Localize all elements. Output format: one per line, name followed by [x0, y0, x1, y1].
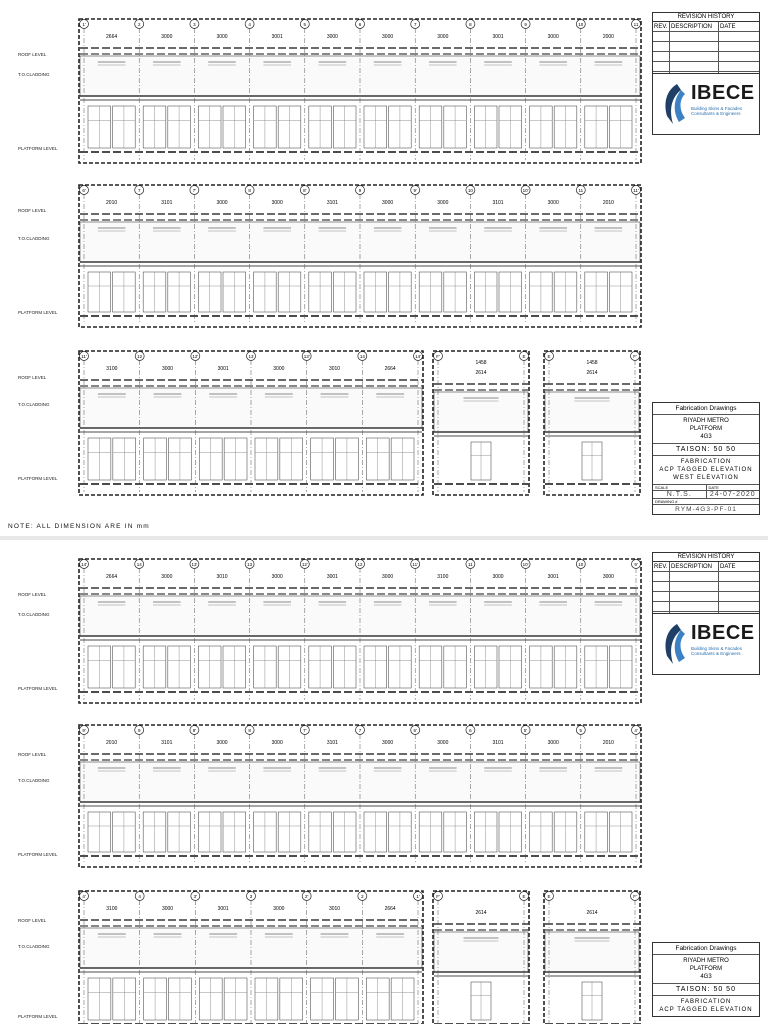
- grid-label: 2': [304, 894, 309, 899]
- grid-label: 13': [303, 354, 310, 359]
- grid-label: 8': [303, 188, 307, 193]
- logo-wordmark: IBECE: [691, 82, 755, 104]
- dimension-label: 3001: [271, 34, 283, 40]
- project-name: RIYADH METRO PLATFORM 4G3: [653, 415, 759, 444]
- grid-label: 9': [82, 728, 86, 733]
- grid-label: 1': [82, 22, 86, 27]
- grid-label: 11': [412, 562, 418, 567]
- dimension-label: 3101: [161, 200, 173, 206]
- description-col: DESCRIPTION: [670, 562, 719, 571]
- revision-row: [653, 62, 759, 72]
- grid-label: F': [633, 354, 637, 359]
- rev-col: REV.: [653, 562, 670, 571]
- cladding-level-tag: T.O.CLADDING: [18, 944, 50, 949]
- dimension-label: 2000: [602, 34, 614, 40]
- grid-label: 6: [358, 22, 362, 27]
- roof-level-tag: ROOF LEVEL: [18, 752, 47, 757]
- grid-label: 6: [469, 728, 472, 733]
- grid-label: 3': [193, 894, 198, 899]
- project-name: RIYADH METRO PLATFORM 4G3: [653, 955, 759, 984]
- drawing-sheet-2: [0, 540, 768, 1024]
- dimension-label: 3100: [437, 574, 449, 580]
- grid-label: F': [633, 894, 637, 899]
- elevation-s2-row2: [78, 724, 642, 868]
- scale-date-labels: SCALE DATE: [653, 485, 759, 491]
- dimension-label: 2010: [602, 740, 614, 746]
- drawing-heading: Fabrication Drawings: [653, 943, 759, 955]
- dimension-label: 2614: [475, 370, 487, 376]
- dimension-label: 3000: [382, 34, 394, 40]
- dimension-label: 3101: [161, 740, 173, 746]
- grid-label: 7: [137, 188, 141, 193]
- dimension-label: 3010: [328, 906, 341, 912]
- company-logo: [652, 613, 760, 675]
- dimension-label: 3000: [437, 200, 449, 206]
- grid-label: 7: [413, 22, 417, 27]
- scale-date-values: [653, 491, 759, 499]
- scale-value: N.T.S.: [653, 491, 707, 498]
- dimension-note: NOTE: ALL DIMENSION ARE IN mm: [8, 523, 150, 530]
- grid-label: 14: [136, 562, 142, 567]
- grid-label: 9: [358, 188, 362, 193]
- grid-label: 8: [469, 22, 472, 27]
- revision-row: [653, 52, 759, 62]
- platform-level-tag: PLATFORM LEVEL: [18, 476, 58, 481]
- finish-label: TAISON: 50 50: [653, 444, 759, 456]
- revision-row: [653, 42, 759, 52]
- dimension-label: 3001: [547, 574, 559, 580]
- dimension-label: 3000: [216, 34, 228, 40]
- grid-label: 9: [524, 22, 527, 27]
- dimension-label: 3000: [273, 366, 285, 372]
- drawing-number-label: DRAWING #: [653, 499, 759, 505]
- grid-label: 7': [192, 188, 197, 193]
- grid-label: 12: [137, 354, 143, 359]
- grid-label: 4: [248, 22, 251, 27]
- grid-label: 4': [82, 894, 86, 899]
- dimension-label: 3000: [216, 200, 228, 206]
- grid-label: 10: [578, 22, 584, 27]
- dimension-label: 2614: [586, 370, 598, 376]
- grid-label: 13: [248, 354, 254, 359]
- revision-history-title: REVISION HISTORY: [653, 13, 759, 22]
- drawing-title: FABRICATION ACP TAGGED ELEVATION WEST ELEVATION: [653, 456, 759, 485]
- grid-label: 6': [413, 728, 417, 733]
- elevation-s1-row2: [78, 184, 642, 328]
- grid-label: 12: [357, 562, 363, 567]
- dimension-label: 3000: [547, 740, 559, 746]
- dimension-label: 3001: [217, 366, 229, 372]
- cladding-level-tag: T.O.CLADDING: [18, 612, 50, 617]
- dimension-label: 3010: [216, 574, 228, 580]
- dimension-label: 3000: [161, 34, 173, 40]
- dimension-label: 1458: [586, 360, 598, 366]
- dimension-label: 3000: [547, 200, 559, 206]
- elevation-s1-small-a: [432, 350, 530, 496]
- grid-label: 2: [361, 894, 364, 899]
- dimension-label: 3000: [382, 200, 394, 206]
- grid-label: 11': [81, 354, 87, 359]
- description-col: DESCRIPTION: [670, 22, 719, 31]
- cladding-level-tag: T.O.CLADDING: [18, 72, 50, 77]
- grid-label: 4: [138, 894, 141, 899]
- grid-label: 10': [522, 562, 529, 567]
- dimension-label: 3000: [437, 34, 449, 40]
- company-logo: [652, 73, 760, 135]
- grid-label: 10: [467, 188, 473, 193]
- finish-label: TAISON: 50 50: [653, 984, 759, 996]
- dimension-label: 2010: [602, 200, 614, 206]
- roof-level-tag: ROOF LEVEL: [18, 375, 47, 380]
- grid-label: F': [436, 354, 440, 359]
- dimension-label: 3010: [328, 366, 341, 372]
- grid-label: E: [522, 894, 526, 899]
- platform-level-tag: PLATFORM LEVEL: [18, 686, 58, 691]
- dimension-label: 3000: [273, 906, 285, 912]
- dimension-label: 2010: [106, 200, 118, 206]
- grid-label: 11: [633, 22, 639, 27]
- dimension-label: 2614: [586, 910, 598, 916]
- grid-label: 11: [468, 562, 473, 567]
- dimension-label: 3000: [271, 574, 283, 580]
- dimension-label: 3101: [492, 200, 504, 206]
- grid-label: 7: [358, 728, 362, 733]
- grid-label: 13': [191, 562, 198, 567]
- dimension-label: 3101: [492, 740, 504, 746]
- platform-level-tag: PLATFORM LEVEL: [18, 852, 58, 857]
- revision-header-row: [653, 22, 759, 32]
- grid-label: 8: [248, 728, 251, 733]
- dimension-label: 3000: [271, 740, 283, 746]
- grid-label: 12': [192, 354, 199, 359]
- dimension-label: 2664: [384, 906, 396, 912]
- grid-label: 8: [248, 188, 251, 193]
- elevation-s1-row3: [78, 350, 424, 496]
- grid-label: E: [547, 354, 551, 359]
- elevation-s2-row1: [78, 558, 642, 704]
- dimension-label: 2664: [106, 574, 118, 580]
- dimension-label: 3000: [326, 34, 338, 40]
- cladding-level-tag: T.O.CLADDING: [18, 778, 50, 783]
- grid-label: 10': [522, 188, 529, 193]
- grid-label: 7': [303, 728, 307, 733]
- grid-label: 3: [249, 894, 253, 899]
- elevation-s2-row3: [78, 890, 424, 1024]
- drawing-title: FABRICATION ACP TAGGED ELEVATION: [659, 999, 753, 1013]
- dimension-label: 3001: [492, 34, 504, 40]
- drawing-heading: Fabrication Drawings: [653, 403, 759, 415]
- logo-tagline: Building Skins & Facades Consultants & Engineers: [691, 106, 743, 116]
- roof-level-tag: ROOF LEVEL: [18, 592, 47, 597]
- drawing-number: RYM-4G3-PF-01: [675, 506, 737, 513]
- dimension-label: 3001: [326, 574, 338, 580]
- elevation-s2-small-a: [432, 890, 530, 1024]
- dimension-label: 3101: [326, 740, 338, 746]
- grid-label: 3: [193, 22, 196, 27]
- grid-label: 11: [578, 188, 584, 193]
- roof-level-tag: ROOF LEVEL: [18, 208, 47, 213]
- dimension-label: 3101: [326, 200, 338, 206]
- date-value: 24-07-2020: [709, 491, 756, 498]
- dimension-label: 3000: [216, 740, 228, 746]
- title-block-info: [652, 942, 760, 1017]
- elevation-s1-small-b: [543, 350, 641, 496]
- revision-header-row: [653, 562, 759, 572]
- grid-label: 4': [634, 728, 638, 733]
- elevation-s2-small-b: [543, 890, 641, 1024]
- revision-row: [653, 592, 759, 602]
- dimension-label: 3000: [547, 34, 559, 40]
- roof-level-tag: ROOF LEVEL: [18, 918, 47, 923]
- dimension-label: 3000: [602, 574, 614, 580]
- logo-tagline: Building Skins & Facades Consultants & Engineers: [691, 646, 743, 656]
- dimension-label: 3100: [106, 366, 118, 372]
- grid-label: E: [547, 894, 551, 899]
- grid-label: 11': [633, 188, 639, 193]
- grid-label: 5: [303, 22, 307, 27]
- grid-label: 13: [247, 562, 253, 567]
- dimension-label: 3000: [161, 906, 174, 912]
- cladding-level-tag: T.O.CLADDING: [18, 402, 50, 407]
- dimension-label: 3000: [161, 574, 173, 580]
- revision-history-table: [652, 552, 760, 622]
- revision-history-table: [652, 12, 760, 82]
- grid-label: 2: [137, 22, 141, 27]
- dimension-label: 2664: [384, 366, 396, 372]
- grid-label: E: [522, 354, 526, 359]
- grid-label: 5: [579, 728, 583, 733]
- dimension-label: 3100: [106, 906, 118, 912]
- title-block-info: [652, 402, 760, 515]
- dimension-label: 2614: [475, 910, 487, 916]
- dimension-label: 3000: [382, 574, 394, 580]
- rev-col: REV.: [653, 22, 670, 31]
- logo-wordmark: IBECE: [691, 622, 755, 644]
- grid-label: F': [436, 894, 440, 899]
- revision-row: [653, 582, 759, 592]
- grid-label: 12': [301, 562, 308, 567]
- grid-label: 5': [523, 728, 528, 733]
- dimension-label: 3000: [161, 366, 174, 372]
- revision-history-title: REVISION HISTORY: [653, 553, 759, 562]
- dimension-label: 3000: [271, 200, 283, 206]
- grid-label: 14': [415, 354, 421, 359]
- grid-label: 14': [81, 562, 87, 567]
- grid-label: 1': [416, 894, 420, 899]
- revision-row: [653, 572, 759, 582]
- grid-label: 10: [578, 562, 584, 567]
- platform-level-tag: PLATFORM LEVEL: [18, 146, 58, 151]
- grid-label: 6': [82, 188, 86, 193]
- platform-level-tag: PLATFORM LEVEL: [18, 310, 58, 315]
- logo-mark-icon: [659, 622, 689, 666]
- dimension-label: 3000: [437, 740, 449, 746]
- grid-label: 9': [413, 188, 417, 193]
- dimension-label: 2664: [106, 34, 118, 40]
- dimension-label: 3000: [492, 574, 504, 580]
- cladding-level-tag: T.O.CLADDING: [18, 236, 50, 241]
- dimension-label: 1458: [475, 360, 487, 366]
- grid-label: 8': [192, 728, 197, 733]
- grid-label: 9': [634, 562, 638, 567]
- platform-level-tag: PLATFORM LEVEL: [18, 1014, 58, 1019]
- dimension-label: 3001: [217, 906, 229, 912]
- roof-level-tag: ROOF LEVEL: [18, 52, 47, 57]
- grid-label: 14: [359, 354, 365, 359]
- dimension-label: 3000: [382, 740, 394, 746]
- grid-label: 9: [137, 728, 141, 733]
- elevation-s1-row1: [78, 18, 642, 164]
- revision-row: [653, 32, 759, 42]
- dimension-label: 2010: [106, 740, 118, 746]
- date-col: DATE: [720, 23, 736, 30]
- revision-row: [653, 602, 759, 612]
- date-col: DATE: [720, 563, 736, 570]
- logo-mark-icon: [659, 82, 689, 126]
